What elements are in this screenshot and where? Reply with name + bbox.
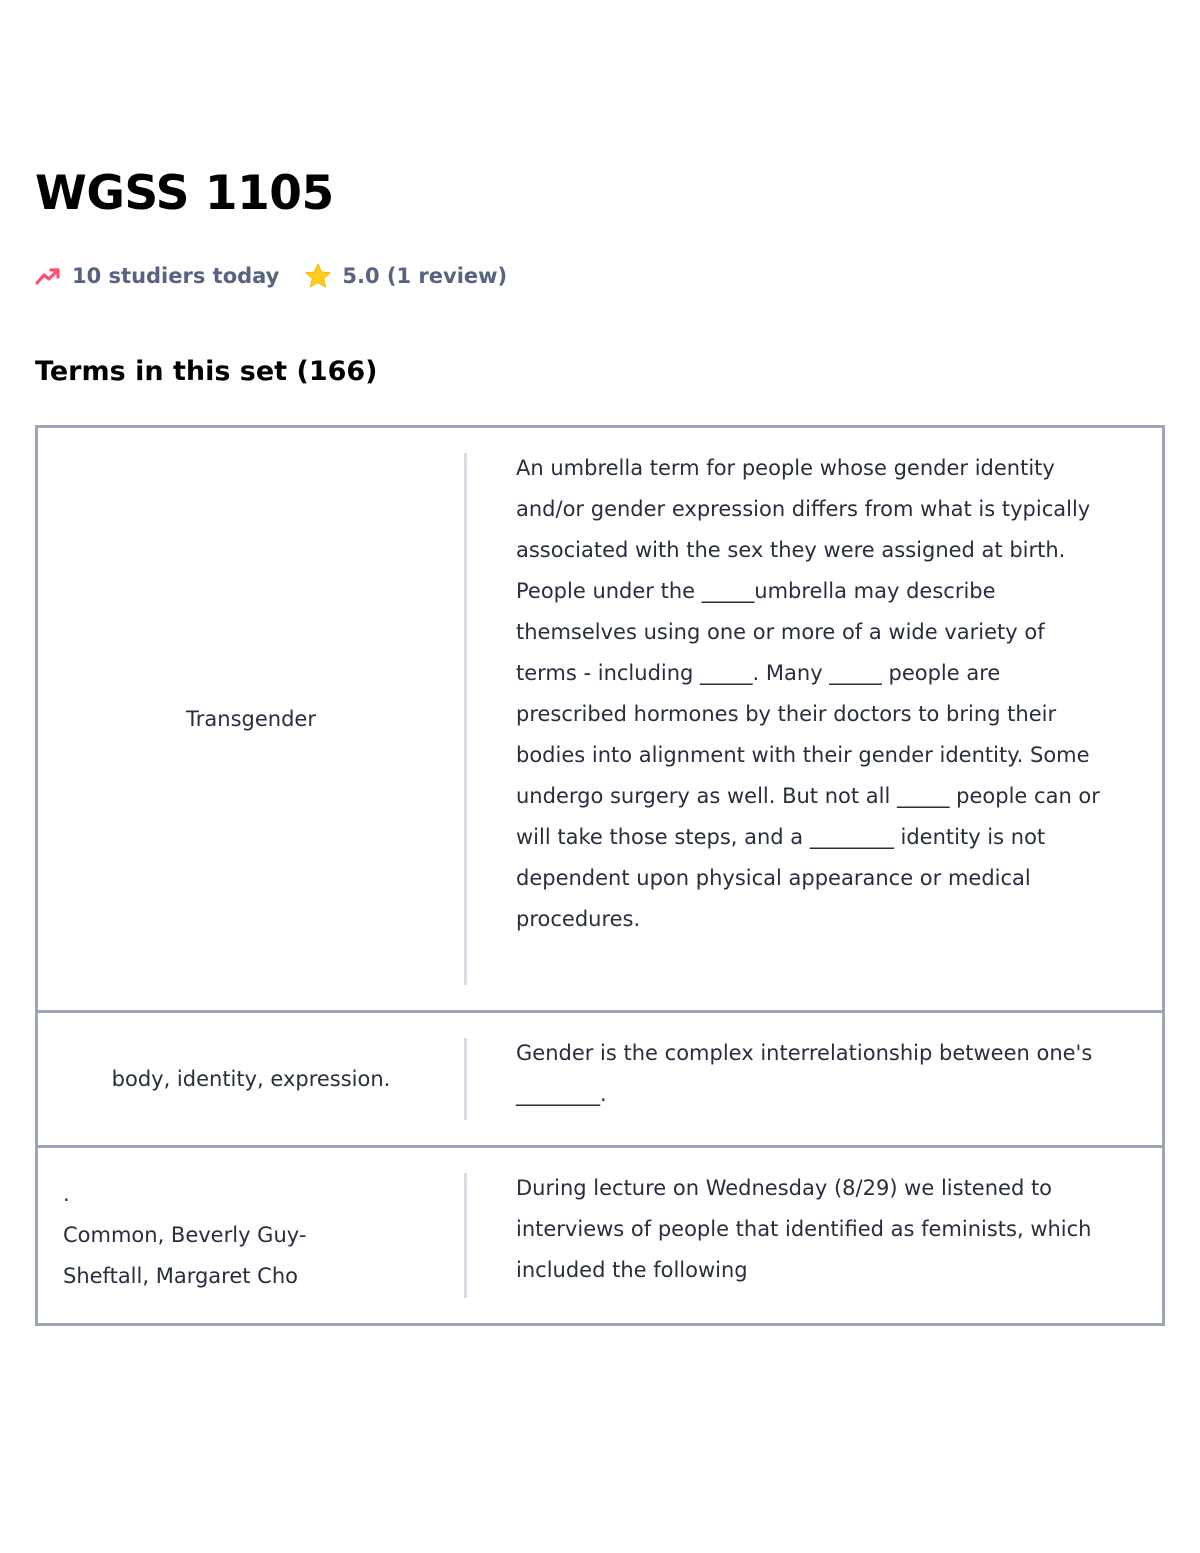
term-definition: During lecture on Wednesday (8/29) we listened to interviews of people that identified as feminists, which included the following	[516, 1176, 1092, 1282]
term-definition: An umbrella term for people whose gender identity and/or gender expression differs from what is typically associated with the sex they were assigned at birth. People under the _____umbrella may describe themselves using one or more of a wide variety of terms - including _____. Many _____ people are prescribed hormones by their doctors to bring their bodies into alignment with their gender identity. Some undergo surgery as well. But not all _____ people can or will take those steps, and a ________ identity is not dependent upon physical appearance or medical procedures.	[516, 456, 1100, 931]
term-definition: Gender is the complex interrelationship between one's ________.	[516, 1041, 1093, 1106]
set-title: WGSS 1105	[35, 166, 334, 221]
term-word: Transgender	[186, 706, 316, 731]
term-card	[38, 1013, 1162, 1148]
terms-heading: Terms in this set (166)	[35, 356, 378, 387]
term-card	[38, 1148, 1162, 1323]
term-word: . Common, Beverly Guy- Sheftall, Margaret Cho	[63, 1182, 307, 1288]
star-icon	[304, 262, 332, 290]
trending-up-icon	[34, 262, 62, 290]
term-card	[38, 428, 1162, 1013]
terms-list	[35, 425, 1165, 1326]
rating-text[interactable]: 5.0 (1 review)	[342, 264, 508, 288]
studiers-count: 10 studiers today	[72, 264, 280, 288]
term-word: body, identity, expression.	[111, 1066, 391, 1091]
set-stats	[34, 262, 507, 290]
